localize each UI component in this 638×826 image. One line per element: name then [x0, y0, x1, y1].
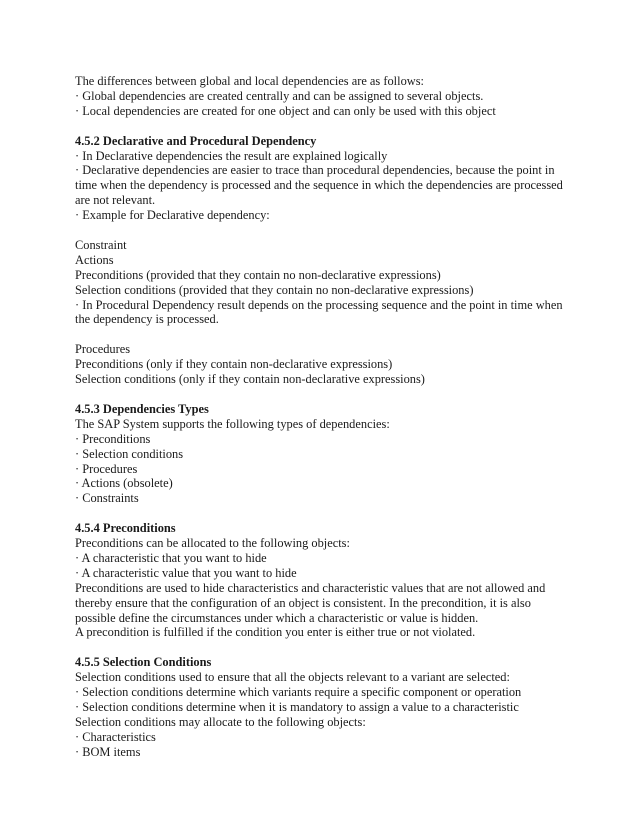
- paragraph-line: Selection conditions may allocate to the following objects:: [75, 714, 366, 729]
- list-item: · A characteristic that you want to hide: [75, 550, 267, 565]
- list-item: Selection conditions (provided that they contain no non-declarative expressions): [75, 282, 474, 297]
- paragraph-line: The SAP System supports the following types of dependencies:: [75, 416, 390, 431]
- intro-line-1: The differences between global and local dependencies are as follows:: [75, 74, 424, 88]
- paragraph-line: Selection conditions used to ensure that all the objects relevant to a variant are selected:: [75, 670, 510, 685]
- spacer: [75, 327, 565, 342]
- list-item: · A characteristic value that you want to hide: [75, 565, 297, 580]
- intro-line-3: · Local dependencies are created for one object and can only be used with this object: [75, 103, 496, 118]
- section-heading-4-5-5: 4.5.5 Selection Conditions: [75, 655, 212, 670]
- list-item: Preconditions (only if they contain non-declarative expressions): [75, 357, 393, 372]
- list-item: · Selection conditions: [75, 446, 184, 461]
- paragraph-line: Preconditions can be allocated to the following objects:: [75, 536, 350, 551]
- section-heading-4-5-3: 4.5.3 Dependencies Types: [75, 401, 209, 416]
- list-item: Actions: [75, 252, 114, 267]
- list-item: Procedures: [75, 342, 131, 357]
- paragraph-line: A precondition is fulfilled if the condition you enter is either true or not violated.: [75, 625, 476, 640]
- spacer: [75, 506, 565, 521]
- paragraph: Preconditions are used to hide characteristics and characteristic values that are not allowed and thereby ensure that the configuration of an object is consistent. In the precondition, it is also possible define the circumstances under which a characteristic or value is hidden.: [75, 580, 546, 625]
- list-item: · BOM items: [75, 744, 141, 759]
- list-item: · Selection conditions determine which variants require a specific component or operation: [75, 685, 522, 700]
- spacer: [75, 223, 565, 238]
- list-item: · Constraints: [75, 491, 139, 506]
- section-heading-4-5-4: 4.5.4 Preconditions: [75, 521, 176, 536]
- document-page: [75, 74, 565, 760]
- section-heading-4-5-2: 4.5.2 Declarative and Procedural Dependency: [75, 133, 317, 148]
- list-item: Preconditions (provided that they contain no non-declarative expressions): [75, 267, 441, 282]
- list-item: · Characteristics: [75, 729, 156, 744]
- list-item: Selection conditions (only if they contain non-declarative expressions): [75, 372, 425, 387]
- paragraph: · In Procedural Dependency result depends on the processing sequence and the point in time when the dependency is processed.: [75, 297, 563, 327]
- list-item: · Preconditions: [75, 431, 151, 446]
- spacer: [75, 387, 565, 402]
- list-item: · Selection conditions determine when it is mandatory to assign a value to a characteristic: [75, 699, 519, 714]
- spacer: [75, 640, 565, 655]
- list-item: · Procedures: [75, 461, 138, 476]
- list-item: · Actions (obsolete): [75, 476, 173, 491]
- intro-line-2: · Global dependencies are created centrally and can be assigned to several objects.: [75, 88, 484, 103]
- spacer: [75, 119, 565, 134]
- list-item: Constraint: [75, 237, 127, 252]
- paragraph-line: · Example for Declarative dependency:: [75, 208, 270, 223]
- paragraph: · Declarative dependencies are easier to trace than procedural dependencies, because the point in time when the dependency is processed and the sequence in which the dependencies are processed are not relevant.: [75, 163, 563, 208]
- paragraph-line: · In Declarative dependencies the result are explained logically: [75, 148, 388, 163]
